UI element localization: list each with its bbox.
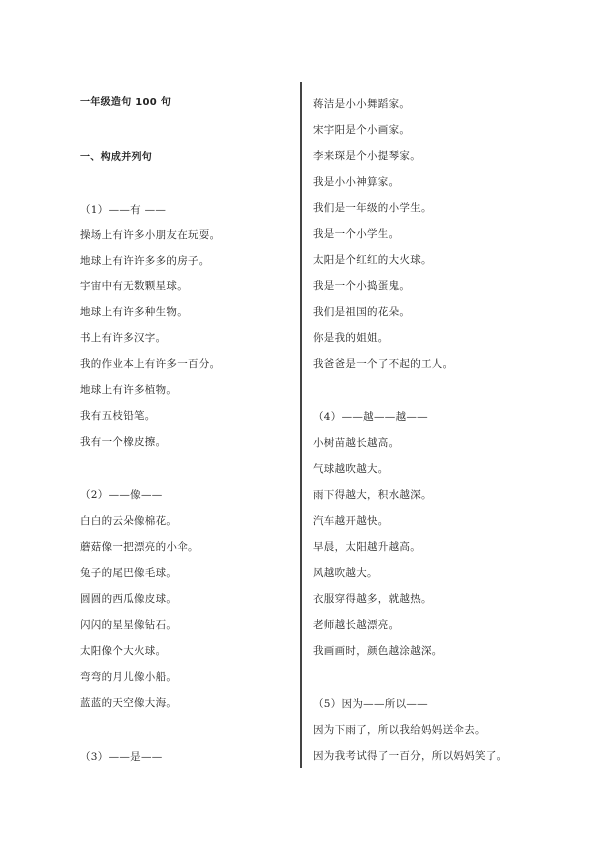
pattern-heading-4: （4）——越——越—— (313, 411, 428, 423)
sentence: 我是一个小捣蛋鬼。 (313, 280, 411, 292)
sentence: 李来琛是个小提琴家。 (313, 150, 421, 162)
sentence: 我有一个橡皮擦。 (80, 436, 167, 448)
sentence: 因为我考试得了一百分，所以妈妈笑了。 (313, 750, 508, 762)
sentence: 宇宙中有无数颗星球。 (80, 280, 188, 292)
sentence: 地球上有许许多多的房子。 (80, 255, 210, 267)
sentence: 太阳是个红红的大火球。 (313, 254, 432, 266)
sentence: 书上有许多汉字。 (80, 332, 167, 344)
sentence: 蓝蓝的天空像大海。 (80, 697, 178, 709)
sentence: 我的作业本上有许多一百分。 (80, 358, 221, 370)
sentence: 我是小小神算家。 (313, 176, 400, 188)
sentence: 白白的云朵像棉花。 (80, 515, 178, 527)
sentence: 兔子的尾巴像毛球。 (80, 567, 178, 579)
sentence: 我画画时，颜色越涂越深。 (313, 645, 443, 657)
sentence: 我有五枝铅笔。 (80, 410, 156, 422)
sentence: 地球上有许多植物。 (80, 384, 178, 396)
sentence: 闪闪的星星像钻石。 (80, 619, 178, 631)
sentence: 宋宇阳是个小画家。 (313, 124, 411, 136)
section-heading: 一、构成并列句 (80, 152, 153, 163)
sentence: 汽车越开越快。 (313, 515, 389, 527)
sentence: 我们是一年级的小学生。 (313, 202, 432, 214)
sentence: 操场上有许多小朋友在玩耍。 (80, 229, 221, 241)
sentence: 早晨，太阳越升越高。 (313, 541, 421, 553)
pattern-heading-5: （5）因为——所以—— (313, 698, 428, 710)
sentence: 你是我的姐姐。 (313, 332, 389, 344)
pattern-heading-1: （1）——有 —— (80, 204, 167, 216)
column-divider (300, 82, 302, 768)
sentence: 衣服穿得越多，就越热。 (313, 593, 432, 605)
sentence: 风越吹越大。 (313, 567, 378, 579)
sentence: 地球上有许多种生物。 (80, 306, 188, 318)
sentence: 太阳像个大火球。 (80, 645, 167, 657)
sentence: 蘑菇像一把漂亮的小伞。 (80, 541, 199, 553)
sentence: 我爸爸是一个了不起的工人。 (313, 358, 454, 370)
sentence: 气球越吹越大。 (313, 463, 389, 475)
pattern-heading-3: （3）——是—— (80, 751, 163, 763)
sentence: 因为下雨了，所以我给妈妈送伞去。 (313, 724, 486, 736)
sentence: 弯弯的月儿像小船。 (80, 671, 178, 683)
sentence: 我们是祖国的花朵。 (313, 306, 411, 318)
sentence: 雨下得越大，积水越深。 (313, 489, 432, 501)
sentence: 我是一个小学生。 (313, 228, 400, 240)
sentence: 老师越长越漂亮。 (313, 619, 400, 631)
sentence: 蒋洁是小小舞蹈家。 (313, 98, 411, 110)
sentence: 小树苗越长越高。 (313, 437, 400, 449)
pattern-heading-2: （2）——像—— (80, 489, 163, 501)
sentence: 圆圆的西瓜像皮球。 (80, 593, 178, 605)
document-title: 一年级造句 100 句 (80, 97, 172, 108)
